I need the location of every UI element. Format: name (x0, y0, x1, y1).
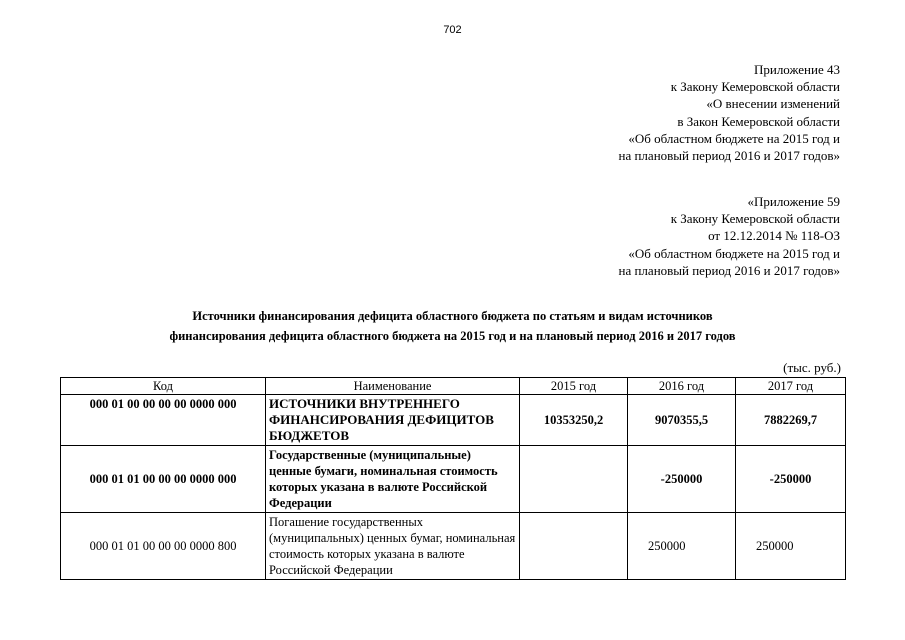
annex-current-line: «Об областном бюджете на 2015 год и (628, 130, 840, 146)
row-code: 000 01 00 00 00 00 0000 000 (61, 395, 266, 446)
annex-current-line: на плановый период 2016 и 2017 годов» (618, 148, 840, 164)
annex-current-heading (619, 61, 841, 164)
row-name: ИСТОЧНИКИ ВНУТРЕННЕГО ФИНАНСИРОВАНИЯ ДЕФИЦИТОВ БЮДЖЕТОВ (266, 395, 520, 446)
units-label: (тыс. руб.) (783, 360, 841, 375)
row-name: Государственные (муниципальные) ценные бумаги, номинальная стоимость которых указана в валюте Российской Федерации (266, 446, 520, 513)
annex-current-line: Приложение 43 (753, 62, 840, 77)
header-2015: 2015 год (520, 378, 628, 395)
row-code: 000 01 01 00 00 00 0000 000 (61, 446, 266, 513)
page-number: 702 (443, 24, 462, 36)
annex-current-line: к Закону Кемеровской области (670, 79, 840, 95)
document-title (60, 306, 845, 346)
annex-previous-line: от 12.12.2014 № 118-ОЗ (708, 228, 840, 244)
row-code: 000 01 01 00 00 00 0000 800 (61, 513, 266, 580)
document-title-line: Источники финансирования дефицита областного бюджета по статьям и видам источников (192, 309, 713, 323)
header-name: Наименование (266, 378, 520, 395)
row-value-2017: 7882269,7 (736, 395, 846, 446)
header-2016: 2016 год (628, 378, 736, 395)
row-name: Погашение государственных (муниципальных) ценных бумаг, номинальная стоимость которых указана в валюте Российской Федерации (266, 513, 520, 580)
row-value-2017: 250000 (736, 513, 846, 580)
annex-previous-line: на плановый период 2016 и 2017 годов» (618, 262, 840, 278)
annex-previous-line: «Об областном бюджете на 2015 год и (628, 245, 840, 261)
table-row (61, 513, 846, 580)
annex-previous-heading (619, 193, 841, 279)
row-value-2016: 9070355,5 (628, 395, 736, 446)
annex-previous-line: к Закону Кемеровской области (670, 211, 840, 227)
header-code: Код (61, 378, 266, 395)
row-value-2016: 250000 (628, 513, 736, 580)
table-row (61, 395, 846, 446)
row-value-2016: -250000 (628, 446, 736, 513)
annex-previous-line: «Приложение 59 (747, 194, 840, 209)
header-2017: 2017 год (736, 378, 846, 395)
budget-sources-table (60, 377, 846, 580)
annex-current-line: «О внесении изменений (706, 96, 840, 112)
table-row (61, 446, 846, 513)
row-value-2017: -250000 (736, 446, 846, 513)
table-header-row (61, 378, 846, 395)
row-value-2015: 10353250,2 (520, 395, 628, 446)
row-value-2015 (520, 513, 628, 580)
document-title-line: финансирования дефицита областного бюджета на 2015 год и на плановый период 2016 и 2017 годов (169, 329, 736, 343)
annex-current-line: в Закон Кемеровской области (677, 113, 840, 129)
row-value-2015 (520, 446, 628, 513)
